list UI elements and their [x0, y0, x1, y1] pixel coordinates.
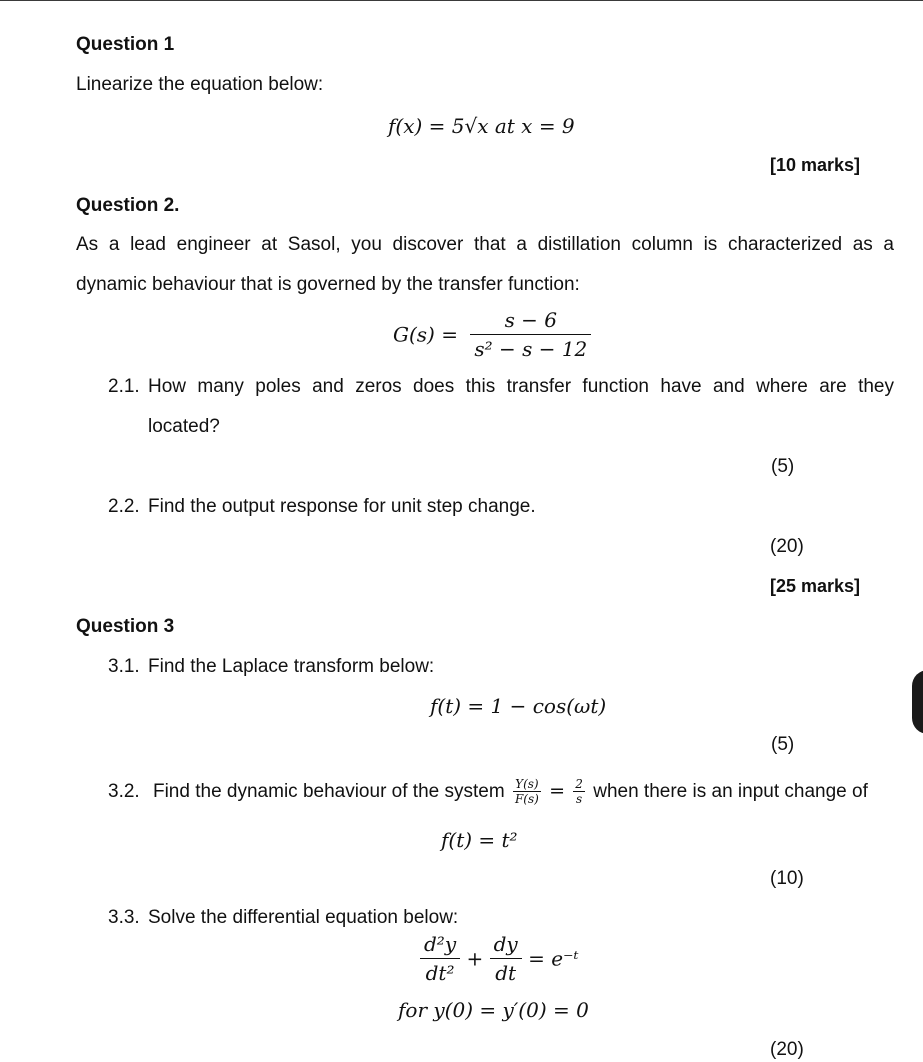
- second-derivative-numerator: d²y: [420, 932, 460, 959]
- second-derivative-denominator: dt²: [425, 961, 455, 985]
- part-3-2-gain: [573, 777, 585, 806]
- part-3-2-equation: f(t) = t²: [441, 828, 518, 852]
- transfer-function-numerator: s − 6: [470, 308, 591, 335]
- question-2-intro-line-2: dynamic behaviour that is governed by the transfer function:: [76, 274, 580, 295]
- top-border-line: [0, 0, 923, 1]
- part-3-2-number: 3.2.: [108, 781, 140, 802]
- part-3-3-text: Solve the differential equation below:: [148, 907, 459, 928]
- part-2-1-number: 2.1.: [108, 376, 140, 397]
- first-derivative-denominator: dt: [495, 961, 517, 985]
- question-1-marks: [10 marks]: [770, 155, 861, 175]
- differential-equation-rhs: = e⁻ᵗ: [528, 946, 579, 971]
- part-3-2-line: [108, 772, 868, 811]
- part-2-2-number: 2.2.: [108, 496, 140, 517]
- part-3-2-text-after: when there is an input change of: [593, 781, 868, 802]
- part-3-1-number: 3.1.: [108, 656, 140, 677]
- part-2-1-line-1: How many poles and zeros does this transfer function have and where are they: [148, 376, 894, 397]
- question-3-heading: Question 3: [76, 616, 175, 637]
- part-3-2-text-before: Find the dynamic behaviour of the system: [152, 781, 505, 802]
- part-3-1-text: Find the Laplace transform below:: [148, 656, 435, 677]
- part-3-3-differential-equation: [420, 932, 579, 985]
- question-2-heading: Question 2.: [76, 195, 180, 216]
- part-3-2-equals: =: [549, 780, 566, 802]
- part-2-2-text: Find the output response for unit step change.: [148, 496, 536, 517]
- question-1-equation: f(x) = 5√x at x = 9: [388, 114, 575, 138]
- part-3-2-gain-numerator: 2: [575, 777, 583, 792]
- plus-sign: +: [466, 946, 484, 971]
- question-1-heading: Question 1: [76, 34, 175, 55]
- part-3-2-ratio-numerator: Y(s): [513, 777, 541, 792]
- second-derivative-fraction: [420, 932, 460, 985]
- first-derivative-fraction: [490, 932, 522, 985]
- part-3-2-ratio-denominator: F(s): [514, 792, 539, 807]
- edge-artifact: [912, 670, 923, 734]
- transfer-function-lhs: G(s) =: [393, 322, 458, 347]
- part-2-1-line-2: located?: [148, 416, 220, 437]
- part-3-1-marks: (5): [771, 734, 795, 755]
- part-2-1-marks: (5): [771, 456, 795, 477]
- part-3-3-marks: (20): [770, 1039, 804, 1060]
- part-2-2-marks: (20): [770, 536, 804, 557]
- part-3-3-number: 3.3.: [108, 907, 140, 928]
- question-1-instruction: Linearize the equation below:: [76, 74, 324, 95]
- part-3-2-marks: (10): [770, 868, 804, 889]
- part-3-2-gain-denominator: s: [576, 792, 583, 807]
- part-3-2-ratio: [513, 777, 541, 806]
- transfer-function-fraction: [470, 308, 591, 361]
- initial-conditions: for y(0) = y′(0) = 0: [398, 998, 589, 1022]
- question-2-intro-line-1: As a lead engineer at Sasol, you discover that a distillation column is characterized as a: [76, 234, 894, 255]
- question-2-marks: [25 marks]: [770, 576, 861, 596]
- transfer-function-denominator: s² − s − 12: [474, 337, 588, 361]
- first-derivative-numerator: dy: [490, 932, 522, 959]
- part-3-1-equation: f(t) = 1 − cos(ωt): [430, 694, 607, 718]
- transfer-function: [393, 308, 591, 361]
